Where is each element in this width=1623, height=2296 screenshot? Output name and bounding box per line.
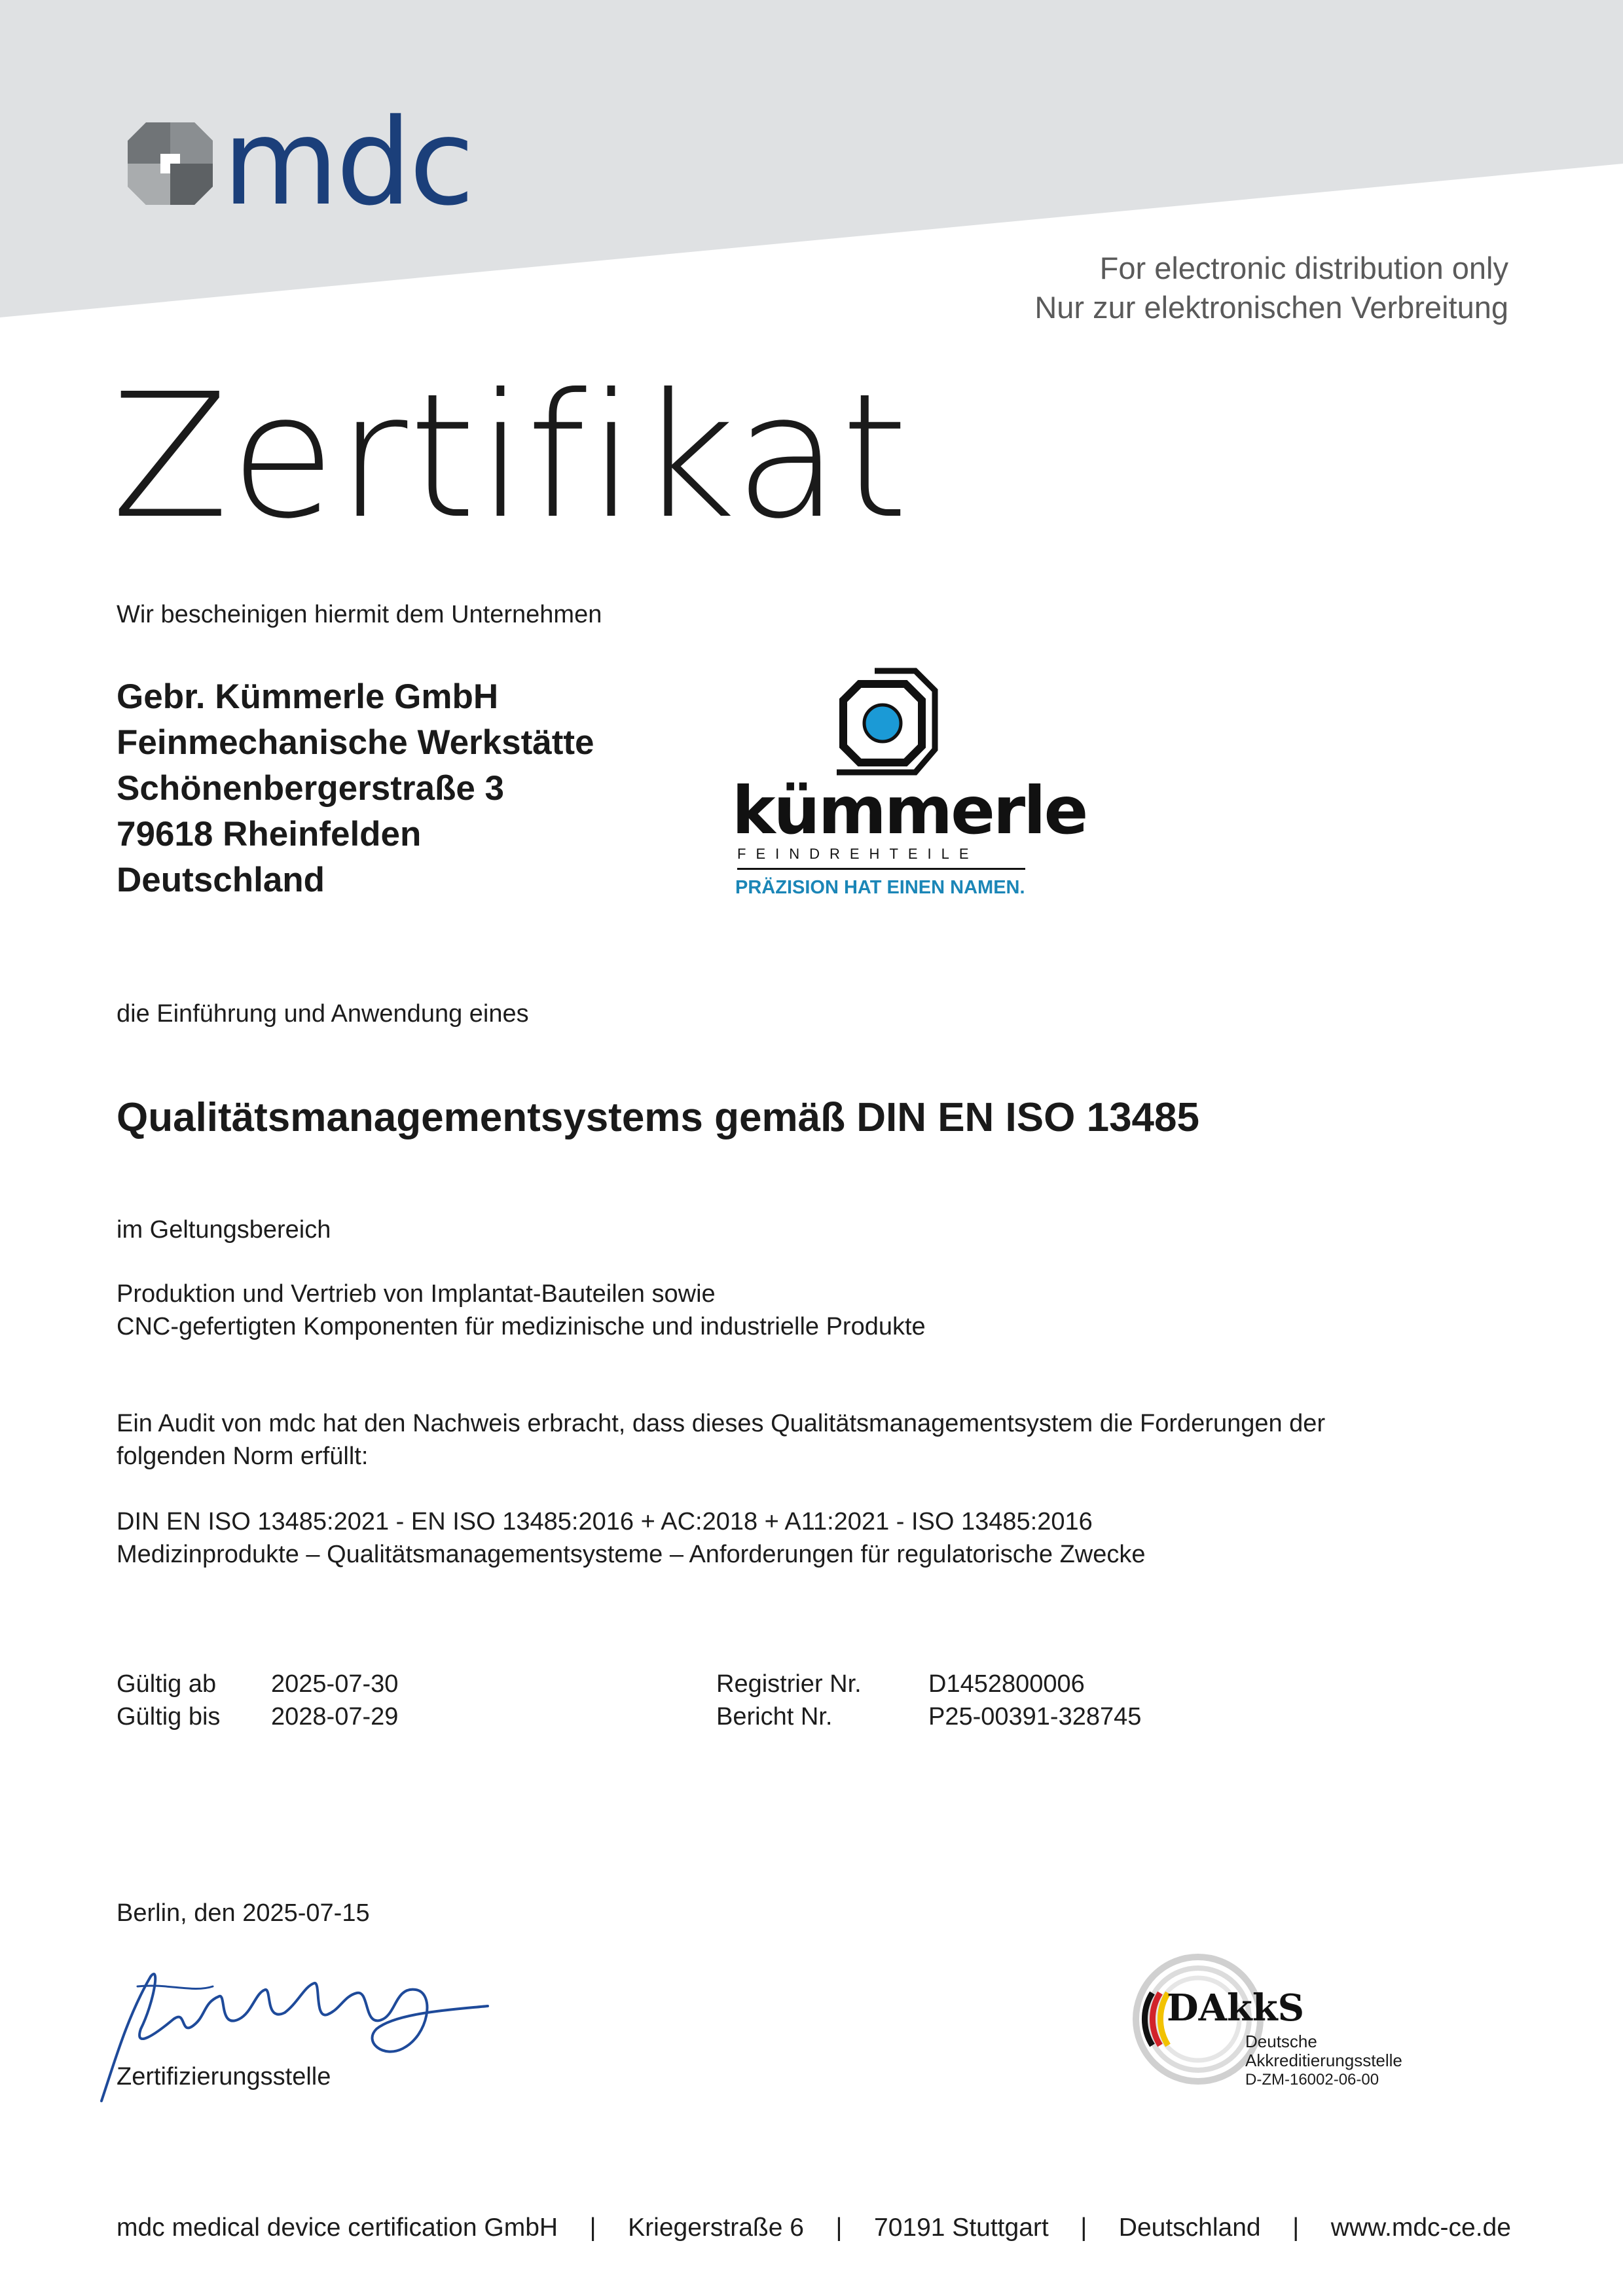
norm-line-1: DIN EN ISO 13485:2021 - EN ISO 13485:2016 + AC:2018 + A11:2021 - ISO 13485:2016 xyxy=(117,1508,1093,1535)
footer-city: 70191 Stuttgart xyxy=(874,2214,1049,2242)
footer-separator: | xyxy=(589,2214,596,2242)
valid-to-label: Gültig bis xyxy=(117,1703,221,1731)
scope-line-1: Produktion und Vertrieb von Implantat-Bauteilen sowie xyxy=(117,1280,716,1308)
company-country: Deutschland xyxy=(117,861,325,899)
footer xyxy=(117,2214,1511,2242)
footer-company: mdc medical device certification GmbH xyxy=(117,2214,558,2242)
dakks-line-3: D-ZM-16002-06-00 xyxy=(1245,2071,1379,2089)
intro-text: Wir bescheinigen hiermit dem Unternehmen xyxy=(117,601,602,628)
dakks-line-1: Deutsche xyxy=(1245,2032,1317,2051)
kuemmerle-sub: FEINDREHTEILE xyxy=(737,846,979,862)
registration-value: D1452800006 xyxy=(928,1670,1085,1698)
company-street: Schönenbergerstraße 3 xyxy=(117,769,505,808)
footer-separator: | xyxy=(835,2214,843,2242)
scope-text xyxy=(117,1278,926,1343)
footer-separator: | xyxy=(1292,2214,1300,2242)
notice-en: For electronic distribution only xyxy=(1099,251,1508,285)
scope-label: im Geltungsbereich xyxy=(117,1216,331,1244)
signature-label: Zertifizierungsstelle xyxy=(117,2063,331,2090)
footer-separator: | xyxy=(1080,2214,1087,2242)
footer-country: Deutschland xyxy=(1118,2214,1261,2242)
mdc-logo-text: mdc xyxy=(223,93,472,232)
kuemmerle-rule xyxy=(737,868,1025,870)
norm-text xyxy=(117,1505,1146,1571)
kuemmerle-slogan: PRÄZISION HAT EINEN NAMEN. xyxy=(735,877,1025,898)
standard-title: Qualitätsmanagementsystems gemäß DIN EN ISO 13485 xyxy=(117,1095,1199,1140)
dakks-name: DAkkS xyxy=(1167,1986,1305,2030)
kuemmerle-logo xyxy=(732,661,1087,910)
intro2-text: die Einführung und Anwendung eines xyxy=(117,1000,529,1028)
distribution-notice xyxy=(1034,249,1508,327)
company-division: Feinmechanische Werkstätte xyxy=(117,723,594,762)
company-city: 79618 Rheinfelden xyxy=(117,815,422,853)
notice-de: Nur zur elektronischen Verbreitung xyxy=(1034,290,1508,325)
norm-line-2: Medizinprodukte – Qualitätsmanagementsysteme – Anforderungen für regulatorische Zwecke xyxy=(117,1541,1146,1568)
audit-line-2: folgenden Norm erfüllt: xyxy=(117,1443,369,1470)
scope-line-2: CNC-gefertigten Komponenten für medizinische und industrielle Produkte xyxy=(117,1313,926,1340)
dakks-seal xyxy=(1133,1954,1421,2091)
kuemmerle-octagon-icon xyxy=(824,664,941,782)
place-date: Berlin, den 2025-07-15 xyxy=(117,1899,370,1927)
report-label: Bericht Nr. xyxy=(716,1703,833,1731)
report-value: P25-00391-328745 xyxy=(928,1703,1142,1731)
valid-from-label: Gültig ab xyxy=(117,1670,217,1698)
valid-to-value: 2028-07-29 xyxy=(271,1703,399,1731)
valid-from-value: 2025-07-30 xyxy=(271,1670,399,1698)
mdc-logo-mark-icon xyxy=(121,115,219,213)
audit-text xyxy=(117,1407,1325,1473)
dakks-line-2: Akkreditierungsstelle xyxy=(1245,2051,1402,2070)
company-address xyxy=(117,674,594,903)
company-name: Gebr. Kümmerle GmbH xyxy=(117,677,499,716)
kuemmerle-name: kümmerle xyxy=(732,772,1087,849)
mdc-logo xyxy=(121,93,472,232)
footer-website[interactable]: www.mdc-ce.de xyxy=(1330,2214,1511,2242)
audit-line-1: Ein Audit von mdc hat den Nachweis erbracht, dass dieses Qualitätsmanagementsystem die Forderungen der xyxy=(117,1410,1326,1437)
registration-label: Registrier Nr. xyxy=(716,1670,862,1698)
page-title: Zertifikat xyxy=(111,357,910,556)
footer-street: Kriegerstraße 6 xyxy=(628,2214,804,2242)
